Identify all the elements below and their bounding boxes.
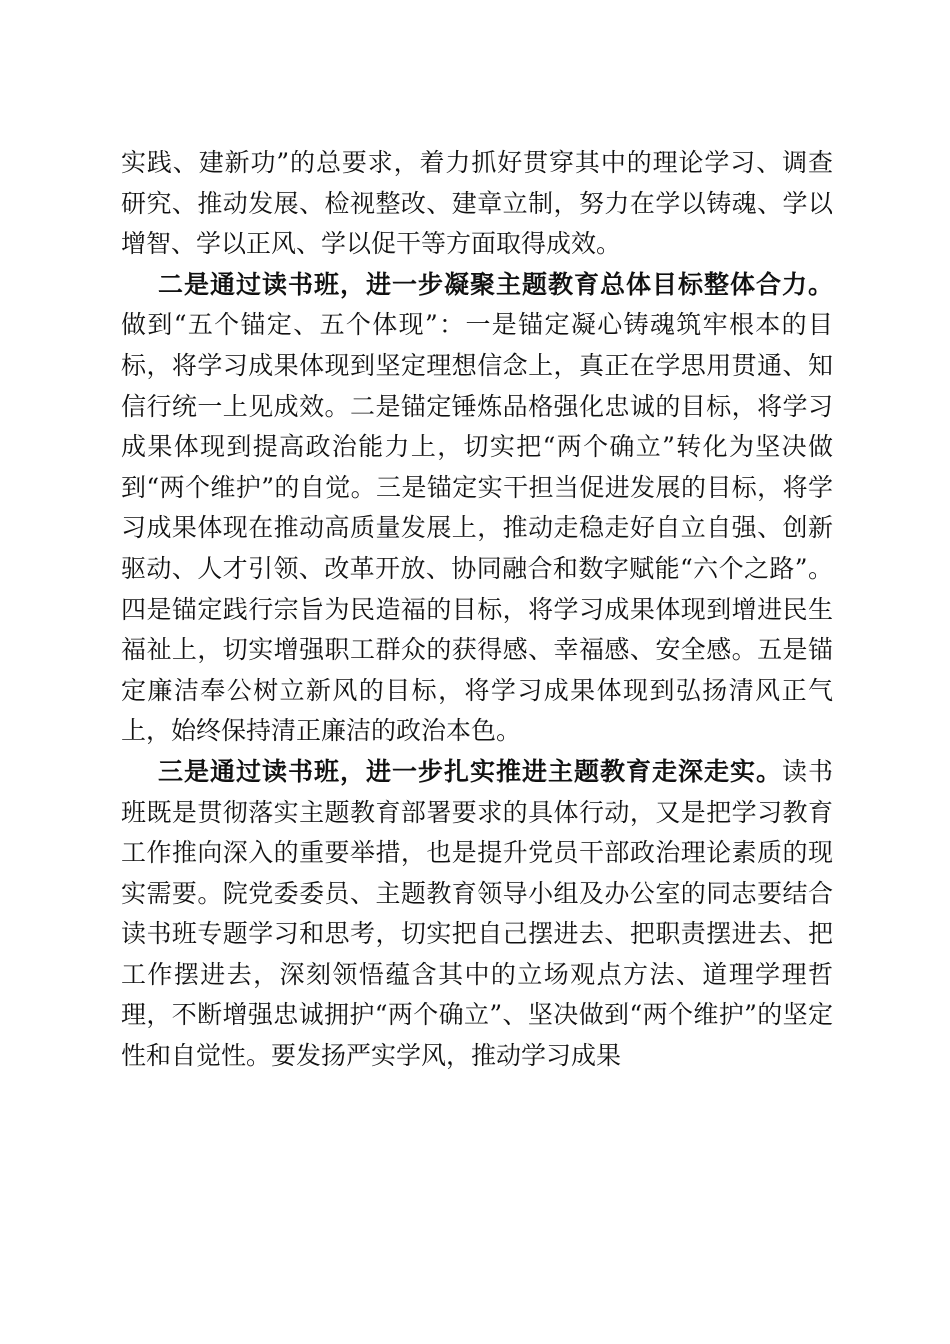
paragraph-3-heading: 三是通过读书班，进一步扎实推进主题教育走深走实。 (158, 756, 782, 786)
paragraph-third-point (121, 752, 833, 1077)
paragraph-1-text: 实践、建新功”的总要求，着力抓好贯穿其中的理论学习、调查研究、推动发展、检视整改、建章立制，努力在学以铸魂、学以增智、学以正风、学以促干等方面取得成效。 (121, 148, 833, 259)
paragraph-3-text: 读书班既是贯彻落实主题教育部署要求的具体行动，又是把学习教育工作推向深入的重要举措，也是提升党员干部政治理论素质的现实需要。院党委委员、主题教育领导小组及办公室的同志要结合读书班专题学习和思考，切实把自己摆进去、把职责摆进去、把工作摆进去，深刻领悟蕴含其中的立场观点方法、道理学理哲理，不断增强忠诚拥护“两个确立”、坚决做到“两个维护”的坚定性和自觉性。要发扬严实学风，推动学习成果 (121, 756, 833, 1071)
paragraph-2-heading: 二是通过读书班，进一步凝聚主题教育总体目标整体合力。 (158, 269, 833, 299)
paragraph-second-point (121, 265, 833, 752)
paragraph-continuation (121, 143, 833, 265)
document-body (121, 143, 833, 1077)
paragraph-2-text: 做到“五个锚定、五个体现”：一是锚定凝心铸魂筑牢根本的目标，将学习成果体现到坚定理想信念上，真正在学思用贯通、知信行统一上见成效。二是锚定锤炼品格强化忠诚的目标，将学习成果体现到提高政治能力上，切实把“两个确立”转化为坚决做到“两个维护”的自觉。三是锚定实干担当促进发展的目标，将学习成果体现在推动高质量发展上，推动走稳走好自立自强、创新驱动、人才引领、改革开放、协同融合和数字赋能“六个之路”。四是锚定践行宗旨为民造福的目标，将学习成果体现到增进民生福祉上，切实增强职工群众的获得感、幸福感、安全感。五是锚定廉洁奉公树立新风的目标，将学习成果体现到弘扬清风正气上，始终保持清正廉洁的政治本色。 (121, 310, 833, 746)
